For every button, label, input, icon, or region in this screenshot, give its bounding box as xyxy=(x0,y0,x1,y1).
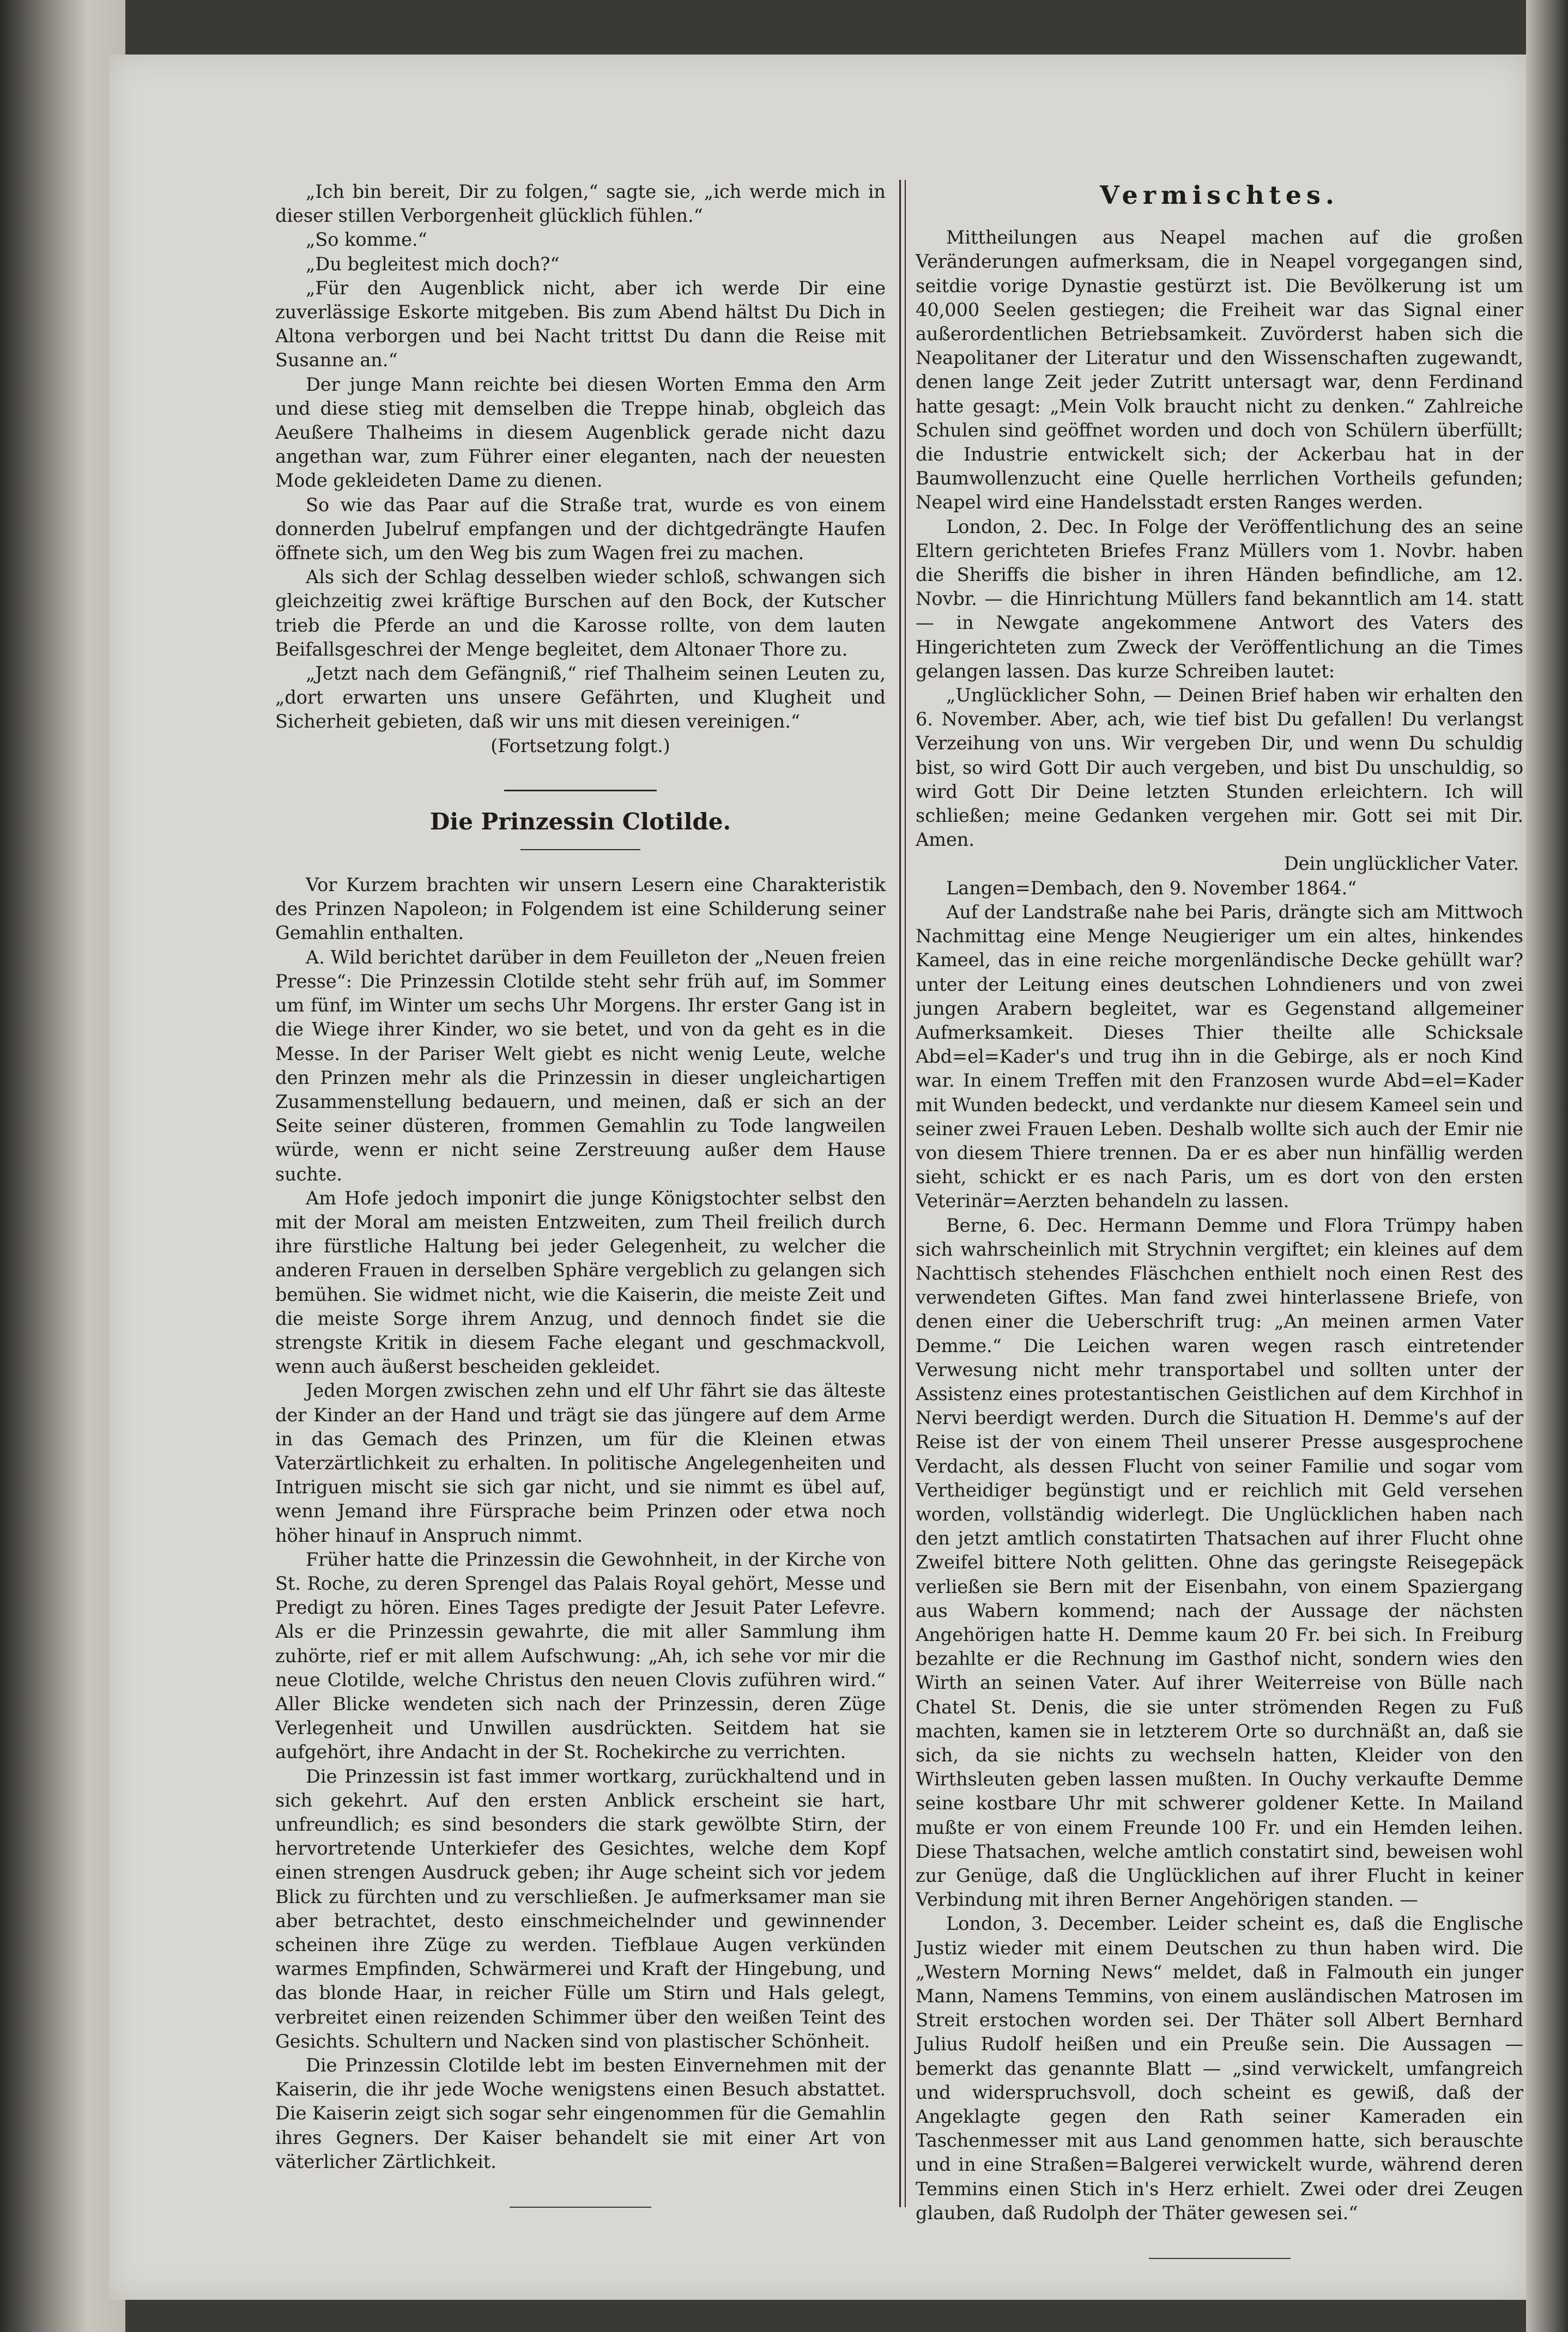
article-paragraph: Früher hatte die Prinzessin die Gewohnheit, in der Kirche von St. Roche, zu deren Sprengel das Palais Royal gehört, Messe und Predigt zu hören. Eines Tages predigte der Jesuit Pater Lefevre. Als er die Prinzessin gewahrte, die mit aller Sammlung ihm zuhörte, rief er mit allem Aufschwung: „Ah, ich sehe vor mir die neue Clotilde, welche Christus den neuen Clovis zuführen wird.“ Aller Blicke wendeten sich nach der Prinzessin, deren Züge Verlegenheit und Unwillen ausdrückten. Seitdem hat sie aufgehört, ihre Andacht in der St. Rochekirche zu verrichten. xyxy=(275,1548,886,1763)
story-paragraph: „Für den Augenblick nicht, aber ich werde Dir eine zuverlässige Eskorte mitgeben. Bis zum Abend hältst Du Dich in Altona verborgen und bei Nacht trittst Du dann die Reise mit Susanne an.“ xyxy=(275,277,886,371)
left-column xyxy=(275,180,886,2208)
letter-signature: Dein unglücklicher Vater. xyxy=(1284,853,1519,875)
letter-dateline: Langen=Dembach, den 9. November 1864.“ xyxy=(946,877,1357,899)
news-paragraph: Auf der Landstraße nahe bei Paris, drängte sich am Mittwoch Nachmittag eine Menge Neugieriger um ein altes, hinkendes Kameel, das in eine reiche morgenländische Decke gehüllt war? unter der Leitung eines deutschen Lohndieners und von zwei jungen Arabern begleitet, war es Gegenstand allgemeiner Aufmerksamkeit. Dieses Thier theilte alle Schicksale Abd=el=Kader's und trug ihn in die Gebirge, als er noch Kind war. In einem Treffen mit den Franzosen wurde Abd=el=Kader mit Wunden bedeckt, und verdankte nur diesem Kameel sein und seiner zwei Frauen Leben. Deshalb wollte sich auch der Emir nie von diesem Thiere trennen. Da er es aber nun hinfällig werden sieht, schickt er es nach Paris, um es dort von den ersten Veterinär=Aerzten behandeln zu lassen. xyxy=(916,901,1523,1212)
story-paragraph: Der junge Mann reichte bei diesen Worten Emma den Arm und diese stieg mit demselben die Treppe hinab, obgleich das Aeußere Thalheims in diesem Augenblick gerade nicht dazu angethan war, zum Führer einer eleganten, nach der neuesten Mode gekleideten Dame zu dienen. xyxy=(275,373,886,492)
title-underline xyxy=(520,849,640,850)
news-paragraph: Mittheilungen aus Neapel machen auf die großen Veränderungen aufmerksam, die in Neapel vorgegangen sind, seitdie vorige Dynastie gestürzt ist. Die Bevölkerung ist um 40,000 Seelen gestiegen; die Freiheit war das Signal einer außerordentlichen Betriebsamkeit. Zuvörderst haben sich die Neapolitaner der Literatur und den Wissenschaften zugewandt, denen lange Zeit jeder Zutritt untersagt war, denn Ferdinand hatte gesagt: „Mein Volk braucht nicht zu denken.“ Zahlreiche Schulen sind geöffnet worden und doch von Schülern überfüllt; die Industrie entwickelt sich; der Ackerbau hat in der Baumwollenzucht eine Quelle herrlichen Vortheils gefunden; Neapel wird eine Handelsstadt ersten Ranges werden. xyxy=(916,227,1523,513)
news-paragraph: London, 2. Dec. In Folge der Veröffentlichung des an seine Eltern gerichteten Briefes Franz Müllers vom 1. Novbr. haben die Sheriffs die bisher in ihren Händen befindliche, am 12. Novbr. — die Hinrichtung Müllers fand bekanntlich am 14. statt — in Newgate angekommene Antwort des Vaters des Hingerichteten zum Zweck der Veröffentlichung an die Times gelangen lassen. Das kurze Schreiben lautet: xyxy=(916,516,1523,682)
story-paragraph: So wie das Paar auf die Straße trat, wurde es von einem donnerden Jubelruf empfangen und der dichtgedrängte Haufen öffnete sich, um den Weg bis zum Wagen frei zu machen. xyxy=(275,494,886,564)
story-paragraph: Als sich der Schlag desselben wieder schloß, schwangen sich gleichzeitig zwei kräftige Burschen auf den Bock, der Kutscher trieb die Pferde an und die Karosse rollte, von dem lauten Beifallsgeschrei der Menge begleitet, dem Altonaer Thore zu. xyxy=(275,566,886,660)
separator-rule xyxy=(504,790,657,791)
story-paragraph: „Du begleitest mich doch?“ xyxy=(306,253,560,275)
story-paragraph: „Ich bin bereit, Dir zu folgen,“ sagte sie, „ich werde mich in dieser stillen Verborgenheit glücklich fühlen.“ xyxy=(275,181,886,227)
article-paragraph: Jeden Morgen zwischen zehn und elf Uhr fährt sie das älteste der Kinder an der Hand und trägt sie das jüngere auf dem Arme in das Gemach des Prinzen, um für die Kleinen etwas Vaterzärtlichkeit zu erhalten. In politische Angelegenheiten und Intriguen mischt sie sich gar nicht, und sie nimmt es übel auf, wenn Jemand ihre Fürsprache beim Prinzen oder etwa noch höher hinauf in Anspruch nimmt. xyxy=(275,1380,886,1546)
column-divider-inner xyxy=(905,180,906,2207)
section-title: Vermischtes. xyxy=(1100,180,1339,210)
column-divider xyxy=(899,180,901,2207)
article-paragraph: A. Wild berichtet darüber in dem Feuilleton der „Neuen freien Presse“: Die Prinzessin Clotilde steht sehr früh auf, im Sommer um fünf, im Winter um sechs Uhr Morgens. Ihr erster Gang ist in die Wiege ihrer Kinder, wo sie betet, und von da geht es in die Messe. In der Pariser Welt giebt es nicht wenig Leute, welche den Prinzen mehr als die Prinzessin in dieser ungleichartigen Zusammenstellung bedauern, und meinen, daß er sich an der Seite seiner düsteren, frommen Gemahlin zu Tode langweilen würde, wenn er nicht seine Zerstreuung außer dem Hause suchte. xyxy=(275,946,886,1185)
article-paragraph: Die Prinzessin Clotilde lebt im besten Einvernehmen mit der Kaiserin, die ihr jede Woche wenigstens einen Besuch abstattet. Die Kaiserin zeigt sich sogar sehr eingenommen für die Gemahlin ihres Gegners. Der Kaiser behandelt sie mit einer Art von väterlicher Zärtlichkeit. xyxy=(275,2055,886,2172)
news-paragraph: Berne, 6. Dec. Hermann Demme und Flora Trümpy haben sich wahrscheinlich mit Strychnin vergiftet; ein kleines auf dem Nachttisch stehendes Fläschchen enthielt noch einen Rest des verwendeten Giftes. Man fand zwei hinterlassene Briefe, von denen einer die Ueberschrift trug: „An meinen armen Vater Demme.“ Die Leichen waren wegen rasch eintretender Verwesung nicht mehr transportabel und sollten unter der Assistenz eines protestantischen Geistlichen auf dem Kirchhof in Nervi beerdigt werden. Durch die Situation H. Demme's auf der Reise ist der von einem Theil unserer Presse ausgesprochene Verdacht, als dessen Flucht von seiner Familie und sogar vom Vertheidiger begünstigt und er reichlich mit Geld versehen worden, vollständig widerlegt. Die Unglücklichen haben nach den jetzt amtlich constatirten Thatsachen auf ihrer Flucht ohne Zweifel bittere Noth gelitten. Ohne das geringste Reisegepäck verließen sie Bern mit der Eisenbahn, von einem Spaziergang aus Wabern kommend; nach der Aussage der nächsten Angehörigen hatte H. Demme kaum 20 Fr. bei sich. In Freiburg bezahlte er die Rechnung im Gasthof nicht, sondern wies den Wirth an seinen Vater. Auf ihrer Weiterreise von Bülle nach Chatel St. Denis, die sie unter strömenden Regen zu Fuß machten, kamen sie in letzterem Orte so durchnäßt an, daß sie sich, da sie nichts zu wechseln hatten, Kleider von den Wirthsleuten geben lassen mußten. In Ouchy verkaufte Demme seine kostbare Uhr mit schwerer goldener Kette. In Mailand mußte er von einem Freunde 100 Fr. und ein Hemden leihen. Diese Thatsachen, welche amtlich constatirt sind, beweisen wohl zur Genüge, daß die Unglücklichen auf ihrer Flucht in keiner Verbindung mit ihren Berner Angehörigen standen. — xyxy=(916,1214,1523,1911)
end-rule xyxy=(1149,2258,1291,2259)
right-column xyxy=(916,180,1523,2259)
continuation-note: (Fortsetzung folgt.) xyxy=(491,735,670,756)
end-rule xyxy=(510,2207,651,2208)
article-paragraph: Am Hofe jedoch imponirt die junge Königstochter selbst den mit der Moral am meisten Entzweiten, zum Theil freilich durch ihre fürstliche Haltung bei jeder Gelegenheit, zu welcher die anderen Frauen in derselben Sphäre vergeblich zu gelangen sich bemühen. Sie widmet nicht, wie die Kaiserin, die meiste Zeit und die meiste Sorge ihrem Anzug, und dennoch findet sie die strengste Kritik in diesem Fache elegant und geschmackvoll, wenn auch äußerst bescheiden gekleidet. xyxy=(275,1187,886,1378)
article-paragraph: Vor Kurzem brachten wir unsern Lesern eine Charakteristik des Prinzen Napoleon; in Folgendem ist eine Schilderung seiner Gemahlin enthalten. xyxy=(275,874,886,944)
news-paragraph: London, 3. December. Leider scheint es, daß die Englische Justiz wieder mit einem Deutschen zu thun haben wird. Die „Western Morning News“ meldet, daß in Falmouth ein junger Mann, Namens Temmins, von einem ausländischen Matrosen im Streit erstochen worden sei. Der Thäter soll Albert Bernhard Julius Rudolf heißen und ein Preuße sein. Die Aussagen — bemerkt das genannte Blatt — „sind verwickelt, umfangreich und widerspruchsvoll, doch scheint es gewiß, daß der Angeklagte gegen den Rath seiner Kameraden ein Taschenmesser mit aus Land genommen hatte, sich berauschte und in eine Straßen=Balgerei verwickelt wurde, während deren Temmins einen Stich in's Herz erhielt. Zwei oder drei Zeugen glauben, daß Rudolph der Thäter gewesen sei.“ xyxy=(916,1913,1523,2224)
story-paragraph: „Jetzt nach dem Gefängniß,“ rief Thalheim seinen Leuten zu, „dort erwarten uns unsere Gefährten, und Klugheit und Sicherheit gebieten, daß wir uns mit diesen vereinigen.“ xyxy=(275,663,886,732)
scan-left-edge xyxy=(0,0,125,2332)
story-paragraph: „So komme.“ xyxy=(306,229,427,251)
article-paragraph: Die Prinzessin ist fast immer wortkarg, zurückhaltend und in sich gekehrt. Auf den ersten Anblick erscheint sie hart, unfreundlich; es sind besonders die stark gewölbte Stirn, der hervortretende Unterkiefer des Gesichtes, welche dem Kopf einen strengen Ausdruck geben; ihr Auge scheint sich vor jedem Blick zu fürchten und zu verschließen. Je aufmerksamer man sie aber betrachtet, desto einschmeichelnder und gewinnender scheinen ihre Züge zu werden. Tiefblaue Augen verkünden warmes Empfinden, Schwärmerei und Kraft der Hingebung, und das blonde Haar, in reicher Fülle um Stirn und Hals gelegt, verbreitet einen reizenden Schimmer über den weißen Teint des Gesichts. Schultern und Nacken sind von plastischer Schönheit. xyxy=(275,1765,886,2052)
letter-paragraph: „Unglücklicher Sohn, — Deinen Brief haben wir erhalten den 6. November. Aber, ach, wie tief bist Du gefallen! Du verlangst Verzeihung von uns. Wir vergeben Dir, und wenn Du schuldig bist, so wird Gott Dir auch vergeben, und bist Du unschuldig, so wird Gott Dir Deine letzten Stunden erleichtern. Ich will schließen; meine Gedanken vergehen mir. Gott sei mit Dir. Amen. xyxy=(916,685,1523,851)
article-title: Die Prinzessin Clotilde. xyxy=(429,808,731,835)
scan-right-edge xyxy=(1526,0,1568,2332)
